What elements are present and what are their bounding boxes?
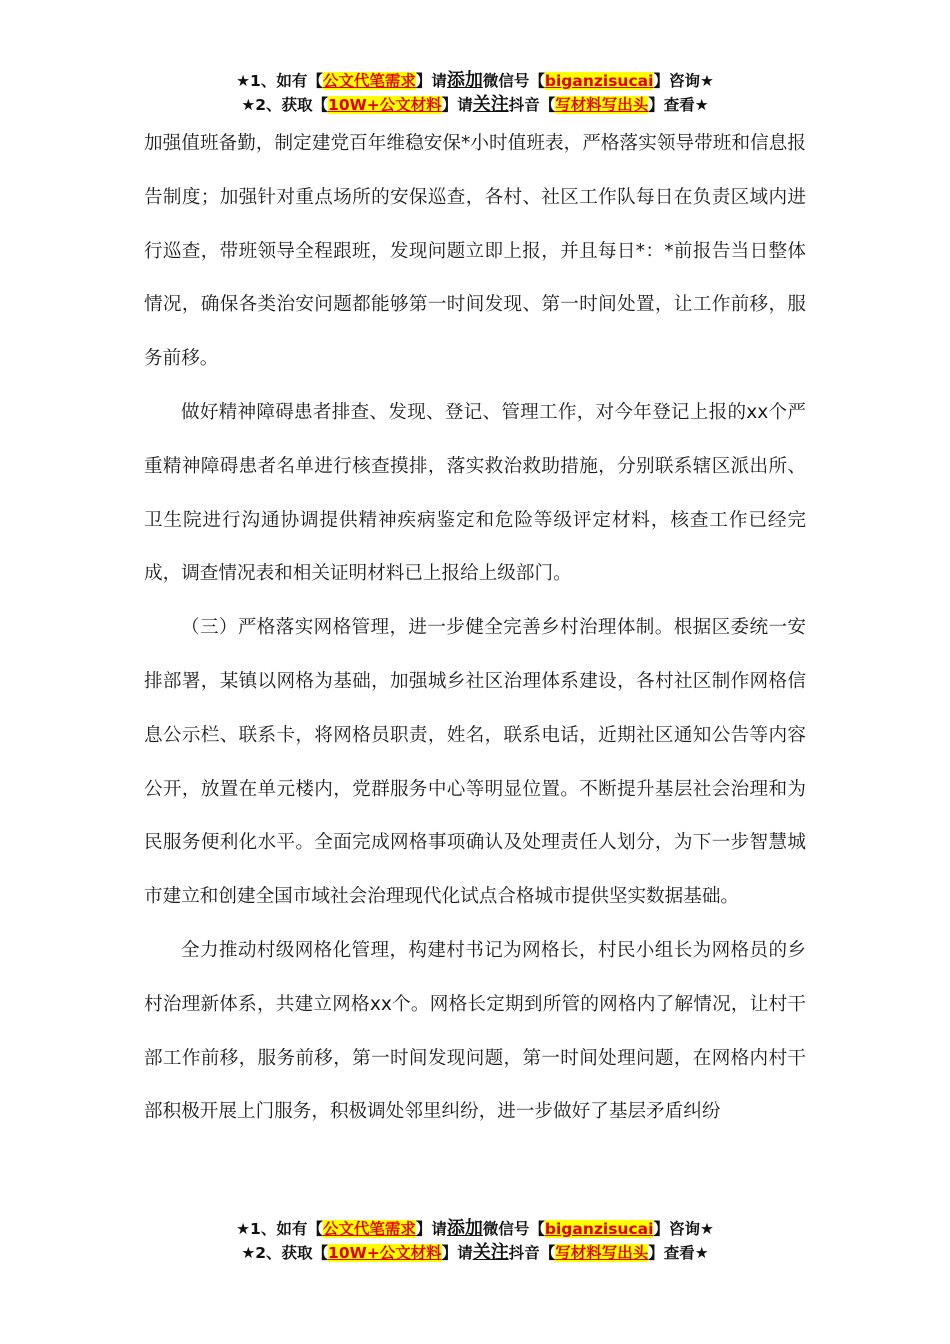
highlight-writing-service: 公文代笔需求: [322, 72, 416, 90]
banner-line-2: [0, 1241, 950, 1265]
banner-text: ★1、如有【: [236, 72, 323, 90]
banner-text: 抖音【: [508, 1244, 556, 1262]
follow-text: 关注: [472, 94, 509, 115]
banner-text: 】请: [415, 72, 447, 90]
paragraph-duty: 加强值班备勤，制定建党百年维稳安保*小时值班表，严格落实领导带班和信息报告制度；加强针对重点场所的安保巡查，各村、社区工作队每日在负责区域内进行巡查，带班领导全程跟班，发现问题立即上报，并且每日*：*前报告当日整体情况，确保各类治安问题都能够第一时间发现、第一时间处置，让工作前移，服务前移。: [144, 133, 806, 370]
highlight-writing-service: 公文代笔需求: [322, 1220, 416, 1238]
banner-text: 】查看★: [648, 1244, 709, 1262]
paragraph-mental-health: 做好精神障碍患者排查、发现、登记、管理工作，对今年登记上报的xx个严重精神障碍患者名单进行核查摸排，落实救治救助措施，分别联系辖区派出所、卫生院进行沟通协调提供精神疾病鉴定和危险等级评定材料，核查工作已经完成，调查情况表和相关证明材料已上报给上级部门。: [144, 401, 806, 585]
highlight-materials: 10W+公文材料: [328, 1244, 442, 1262]
banner-text: 】咨询★: [653, 1220, 714, 1238]
highlight-wechat-id: biganzisucai: [544, 72, 654, 90]
highlight-materials: 10W+公文材料: [328, 96, 442, 114]
banner-text: 微信号【: [482, 72, 545, 90]
banner-text: 抖音【: [508, 96, 556, 114]
banner-line-1: [0, 69, 950, 93]
add-text: 添加: [446, 1218, 483, 1239]
banner-line-2: [0, 93, 950, 117]
follow-text: 关注: [472, 1242, 509, 1263]
highlight-douyin-account: 写材料写出头: [555, 96, 649, 114]
banner-text: ★1、如有【: [236, 1220, 323, 1238]
paragraph-village-grid: 全力推动村级网格化管理，构建村书记为网格长，村民小组长为网格员的乡村治理新体系，共建立网格xx个。网格长定期到所管的网格内了解情况，让村干部工作前移，服务前移，第一时间发现问题，第一时间处理问题，在网格内村干部积极开展上门服务，积极调处邻里纠纷，进一步做好了基层矛盾纠纷: [144, 939, 806, 1123]
paragraph-grid-management: （三）严格落实网格管理，进一步健全完善乡村治理体制。根据区委统一安排部署，某镇以网格为基础，加强城乡社区治理体系建设，各村社区制作网格信息公示栏、联系卡，将网格员职责，姓名，联系电话，近期社区通知公告等内容公开，放置在单元楼内，党群服务中心等明显位置。不断提升基层社会治理和为民服务便利化水平。全面完成网格事项确认及处理责任人划分，为下一步智慧城市建立和创建全国市域社会治理现代化试点合格城市提供坚实数据基础。: [144, 617, 806, 908]
banner-text: 】请: [441, 96, 473, 114]
header-banner: [0, 69, 950, 117]
highlight-douyin-account: 写材料写出头: [555, 1244, 649, 1262]
footer-banner: [0, 1217, 950, 1265]
banner-text: 】请: [415, 1220, 447, 1238]
banner-text: 微信号【: [482, 1220, 545, 1238]
banner-line-1: [0, 1217, 950, 1241]
banner-text: ★2、获取【: [241, 96, 329, 114]
banner-text: ★2、获取【: [241, 1244, 329, 1262]
add-text: 添加: [446, 70, 483, 91]
banner-text: 】查看★: [648, 96, 709, 114]
highlight-wechat-id: biganzisucai: [544, 1220, 654, 1238]
banner-text: 】咨询★: [653, 72, 714, 90]
document-body: [144, 117, 806, 1139]
banner-text: 】请: [441, 1244, 473, 1262]
